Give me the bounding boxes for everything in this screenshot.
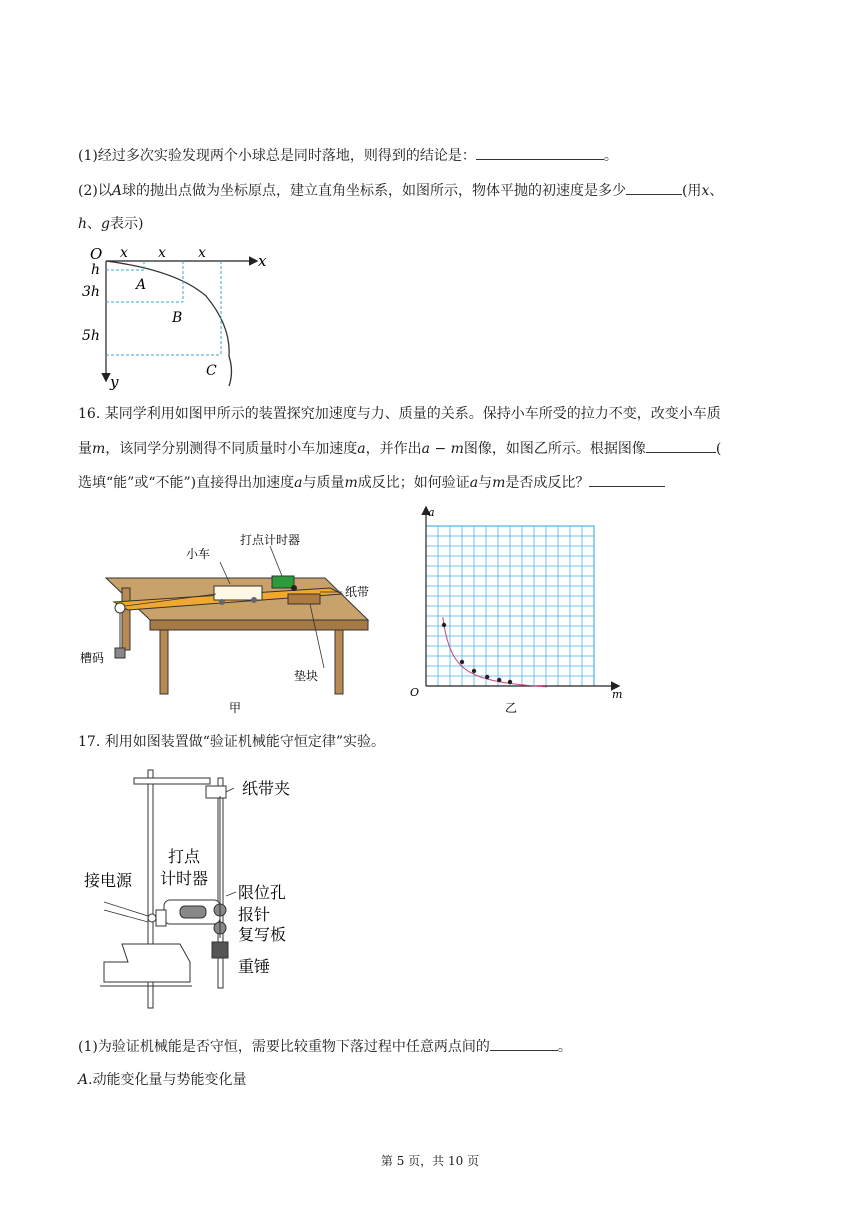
page-footer: 第 5 页，共 10 页	[380, 1154, 480, 1168]
data-point	[508, 680, 512, 684]
svg-text:报针: 报针	[238, 905, 271, 924]
q16-line1: 16. 某同学利用如图甲所示的装置探究加速度与力、质量的关系。保持小车所受的拉力不变，改变小车质	[78, 406, 721, 422]
svg-text:打点: 打点	[168, 847, 201, 866]
svg-text:重锤: 重锤	[238, 957, 271, 976]
svg-text:3h: 3h	[82, 284, 100, 300]
svg-text:槽码: 槽码	[80, 651, 105, 665]
q17-line1: 17. 利用如图装置做“验证机械能守恒定律”实验。	[78, 734, 386, 750]
trajectory-figure	[76, 244, 276, 390]
svg-text:x: x	[198, 245, 206, 261]
chart-grid	[426, 526, 594, 686]
q16-line2: 量m，该同学分别测得不同质量时小车加速度a，并作出a − m图像，如图乙所示。根据图像 (	[78, 438, 721, 459]
svg-text:小车: 小车	[186, 547, 211, 561]
svg-text:计时器: 计时器	[160, 869, 209, 888]
svg-text:h: h	[91, 262, 101, 278]
answer-blank[interactable]	[626, 180, 682, 195]
q17-option-a[interactable]: A.动能变化量与势能变化量	[78, 1072, 247, 1088]
svg-text:限位孔: 限位孔	[238, 883, 287, 902]
q15-part2-cont: h、g表示)	[78, 216, 144, 232]
answer-blank[interactable]	[589, 472, 665, 487]
svg-text:m: m	[612, 688, 623, 701]
q15-part2: (2)以A球的抛出点做为坐标原点，建立直角坐标系，如图所示，物体平抛的初速度是多少 (用x、	[78, 180, 723, 201]
svg-text:x: x	[158, 245, 166, 261]
svg-text:a: a	[428, 506, 435, 519]
svg-text:5h: 5h	[82, 328, 100, 344]
svg-text:接电源: 接电源	[84, 871, 133, 890]
svg-text:甲: 甲	[229, 701, 242, 715]
svg-text:A: A	[136, 277, 147, 293]
q15-part1: (1)经过多次实验发现两个小球总是同时落地，则得到的结论是： 。	[78, 145, 618, 166]
svg-text:复写板: 复写板	[238, 925, 287, 944]
q17-part1: (1)为验证机械能是否守恒，需要比较重物下落过程中任意两点间的 。	[78, 1036, 572, 1057]
svg-text:x: x	[258, 252, 267, 270]
svg-text:C: C	[206, 363, 217, 379]
answer-blank[interactable]	[646, 438, 716, 453]
data-point	[460, 660, 464, 664]
q16-line3: 选填“能”或“不能”)直接得出加速度a与质量m成反比；如何验证a与m是否成反比？	[78, 472, 665, 493]
answer-blank[interactable]	[476, 145, 604, 160]
a-m-chart	[400, 502, 630, 716]
svg-text:垫块: 垫块	[294, 669, 319, 683]
data-point	[497, 678, 501, 682]
svg-text:O: O	[410, 686, 420, 699]
data-point	[472, 669, 476, 673]
free-fall-apparatus	[84, 766, 324, 1016]
answer-blank[interactable]	[490, 1036, 558, 1051]
svg-text:打点计时器: 打点计时器	[240, 533, 301, 547]
apparatus-figure-jia	[80, 528, 390, 718]
svg-text:乙: 乙	[505, 701, 518, 715]
svg-text:y: y	[110, 373, 119, 390]
svg-text:纸带夹: 纸带夹	[242, 779, 291, 798]
data-point	[442, 623, 446, 627]
svg-text:x: x	[120, 245, 128, 261]
origin-label: O	[90, 245, 103, 263]
data-point	[485, 675, 489, 679]
svg-text:B: B	[172, 310, 183, 326]
svg-text:纸带: 纸带	[345, 585, 370, 599]
